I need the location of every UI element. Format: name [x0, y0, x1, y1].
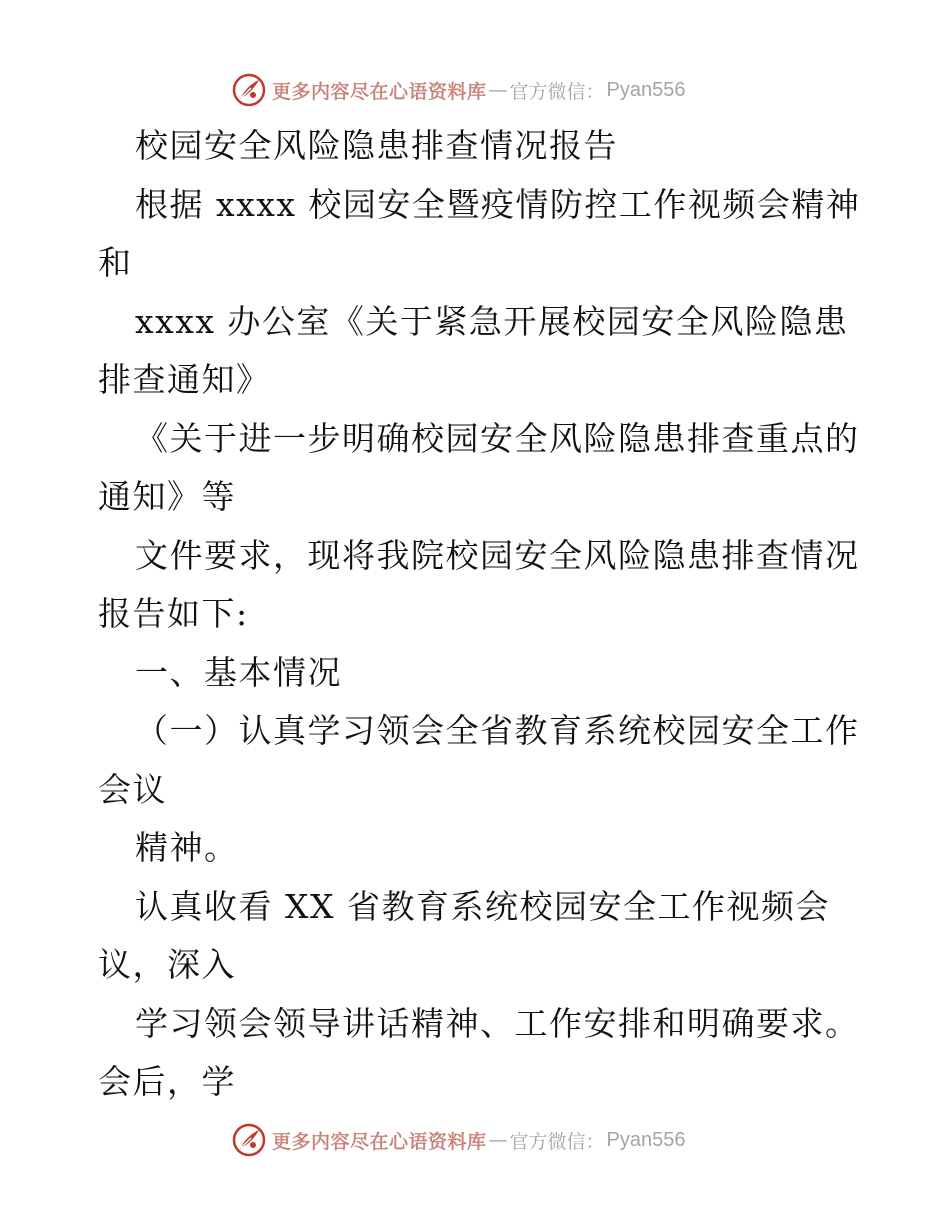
- footer-watermark-banner: [232, 1120, 686, 1160]
- paragraph-line: 文件要求，现将我院校园安全风险隐患排查情况: [135, 535, 860, 575]
- quill-pen-icon: [232, 73, 266, 107]
- banner-site-name: 更多内容尽在心语资料库: [272, 80, 487, 103]
- paragraph-line: 根据 xxxx 校园安全暨疫情防控工作视频会精神: [135, 184, 861, 224]
- subsection-heading: （一）认真学习领会全省教育系统校园安全工作: [135, 711, 860, 750]
- document-title: 校园安全风险隐患排查情况报告: [135, 126, 618, 165]
- banner-wechat-id: Pyan556: [606, 78, 686, 101]
- document-body: [98, 117, 861, 1112]
- banner-dash: —: [488, 1129, 508, 1151]
- header-watermark-banner: [232, 70, 686, 110]
- paragraph-line: xxxx 办公室《关于紧急开展校园安全风险隐患: [135, 301, 849, 341]
- paragraph-line: 会议: [98, 769, 167, 809]
- paragraph-line: 会后，学: [98, 1062, 236, 1101]
- banner-dash: —: [488, 79, 508, 101]
- paragraph-line: 通知》等: [98, 477, 236, 516]
- paragraph-line: 和: [98, 243, 133, 282]
- banner-wechat-label: 官方微信：: [509, 1130, 605, 1153]
- banner-wechat-id: Pyan556: [606, 1128, 686, 1151]
- paragraph-line: 精神。: [135, 828, 239, 867]
- paragraph-line: 《关于进一步明确校园安全风险隐患排查重点的: [135, 418, 860, 458]
- banner-wechat-label: 官方微信：: [509, 80, 605, 103]
- paragraph-line: 议，深入: [98, 945, 236, 984]
- section-heading: 一、基本情况: [135, 652, 342, 692]
- paragraph-line: 排查通知》: [98, 360, 271, 399]
- quill-pen-icon: [232, 1123, 266, 1157]
- paragraph-line: 认真收看 XX 省教育系统校园安全工作视频会: [135, 886, 830, 926]
- paragraph-line: 报告如下:: [98, 594, 249, 633]
- banner-site-name: 更多内容尽在心语资料库: [272, 1130, 487, 1153]
- paragraph-line: 学习领会领导讲话精神、工作安排和明确要求。: [135, 1003, 860, 1043]
